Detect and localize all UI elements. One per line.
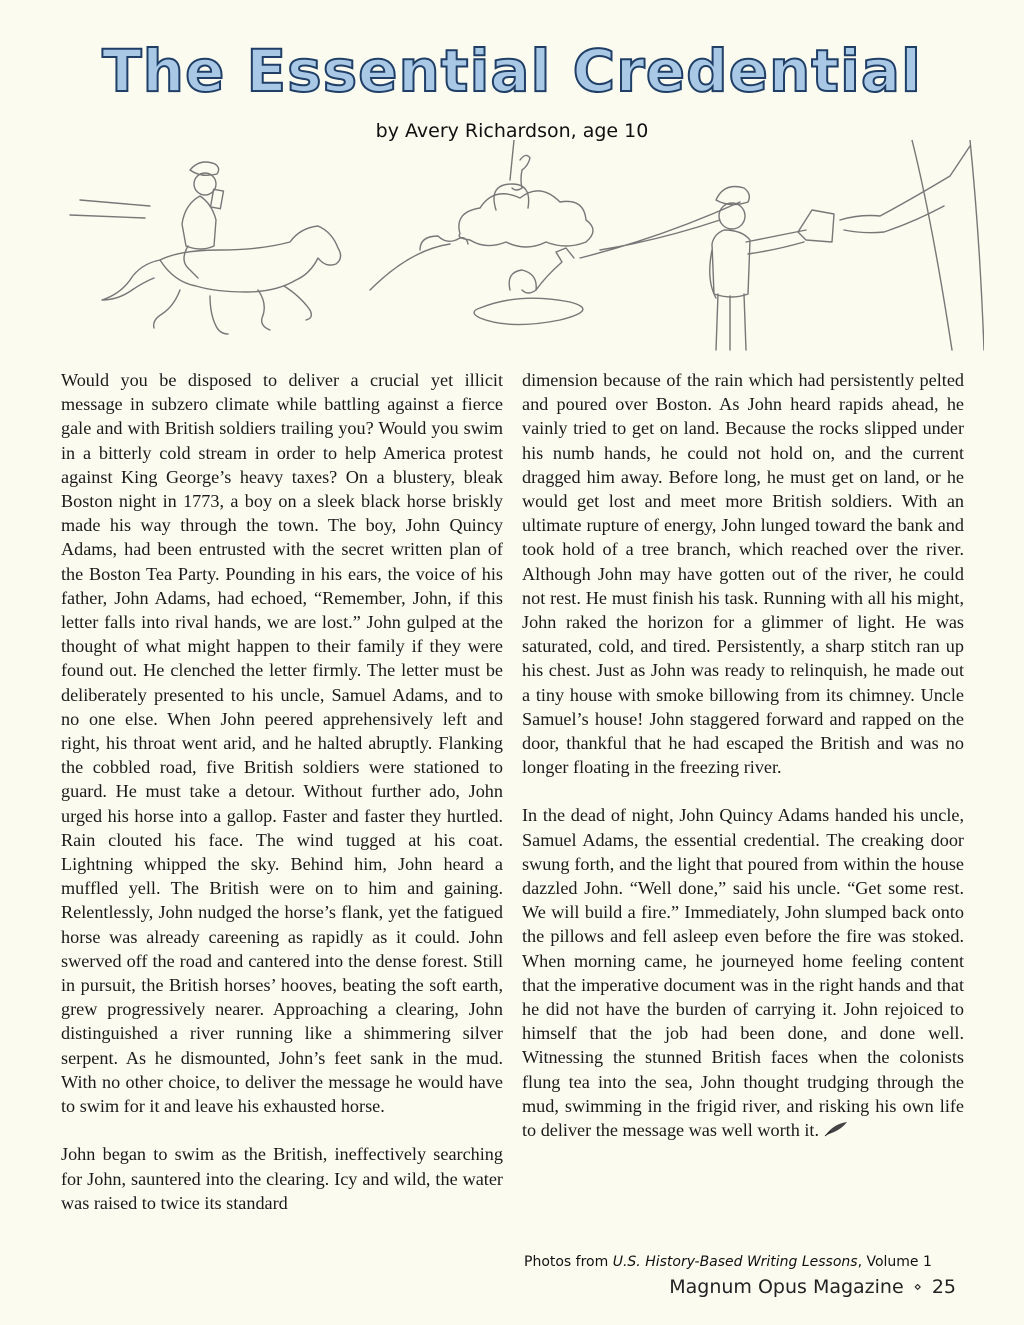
illustrations-strip (40, 140, 984, 360)
article-column-right (522, 368, 964, 1168)
author-byline: by Avery Richardson, age 10 (375, 120, 649, 142)
credit-prefix: Photos from (524, 1254, 613, 1270)
boy-handing-letter-sketch (710, 140, 984, 350)
quill-icon (823, 1120, 849, 1144)
article-paragraph-final (522, 803, 964, 1144)
credit-suffix: , Volume 1 (857, 1254, 932, 1270)
page-title: The Essential Credential (102, 37, 922, 105)
diamond-separator-icon: ⋄ (913, 1280, 922, 1295)
article-paragraph: John began to swim as the British, ineffectively searching for John, sauntered into the clearing. Icy and wild, the water was raised to twice its standard (61, 1144, 503, 1213)
magazine-name: Magnum Opus Magazine (669, 1276, 904, 1298)
credit-book-title: U.S. History-Based Writing Lessons (612, 1254, 858, 1270)
page-footer (669, 1276, 956, 1298)
final-paragraph-text: In the dead of night, John Quincy Adams handed his uncle, Samuel Adams, the essential credential. The creaking door swung forth, and the light that poured from within the house dazzled John. “Well done,” said his uncle. “Get some rest. We will build a fire.” Immediately, John slumped back onto the pillows and fell asleep even before the fire was stoked. When morning came, he journeyed home feeling content that the imperative document was in the right hands and that he did not have the burden of carrying it. John rejoiced to himself that the job had been done, and done well. Witnessing the stunned British faces when the colonists flung tea into the sea, John thought trudging through the mud, swimming in the frigid river, and risking his own life to deliver the message was well worth it. (522, 805, 964, 1141)
article-column-left (61, 368, 503, 1239)
article-paragraph: dimension because of the rain which had persistently pelted and poured over Boston. As John heard rapids ahead, he vainly tried to get on land. Because the rocks slipped under his numb hands, he could not hold on, and the current dragged him away. Before long, he must get on land, or he would get lost and meet more British soldiers. With an ultimate rupture of energy, John lunged toward the bank and took hold of a tree branch, which reached over the river. Although John may have gotten out of the river, he could not rest. He must finish his task. Running with all his might, John raked the horizon for a glimmer of light. He was saturated, cold, and tired. Persistently, a sharp stitch ran up his chest. Just as John was ready to relinquish, he made out a tiny house with smoke billowing from its chimney. Uncle Samuel’s house! John staggered forward and rapped on the door, thankful that he had escaped the British and was no longer floating in the freezing river. (522, 370, 964, 778)
boy-swimming-river-sketch (370, 140, 740, 325)
page-number: 25 (931, 1276, 956, 1298)
photo-credit (524, 1254, 932, 1270)
article-paragraph: Would you be disposed to deliver a crucial yet illicit message in subzero climate while battling against a fierce gale and with British soldiers trailing you? Would you swim in a bitterly cold stream in order to help America protest against King George’s heavy taxes? On a blustery, bleak Boston night in 1773, a boy on a sleek black horse briskly made his way through the town. The boy, John Quincy Adams, had been entrusted with the secret written plan of the Boston Tea Party. Pounding in his ears, the voice of his father, John Adams, had echoed, “Remember, John, if this letter falls into rival hands, we are lost.” John gulped at the thought of what might happen to their family if they were found out. He clenched the letter firmly. The letter must be deliberately presented to his uncle, Samuel Adams, and to no one else. When John peered apprehensively left and right, his throat went arid, and he halted abruptly. Flanking the cobbled road, five British soldiers were stationed to guard. He must take a detour. Without further ado, John urged his horse into a gallop. Faster and faster they hurtled. Rain clouted his face. The wind tugged at his coat. Lightning whipped the sky. Behind him, John heard a muffled yell. The British were on to him and gaining. Relentlessly, John nudged the horse’s flank, yet the fatigued horse was already careening as rapidly as it could. John swerved off the road and cantered into the dense forest. Still in pursuit, the British horses’ hooves, beating the soft earth, grew progressively nearer. Approaching a clearing, John distinguished a river running like a shimmering silver serpent. As he dismounted, John’s feet sank in the mud. With no other choice, to deliver the message he would have to swim for it and leave his exhausted horse. (61, 370, 503, 1117)
boy-riding-horse-sketch (70, 162, 341, 334)
